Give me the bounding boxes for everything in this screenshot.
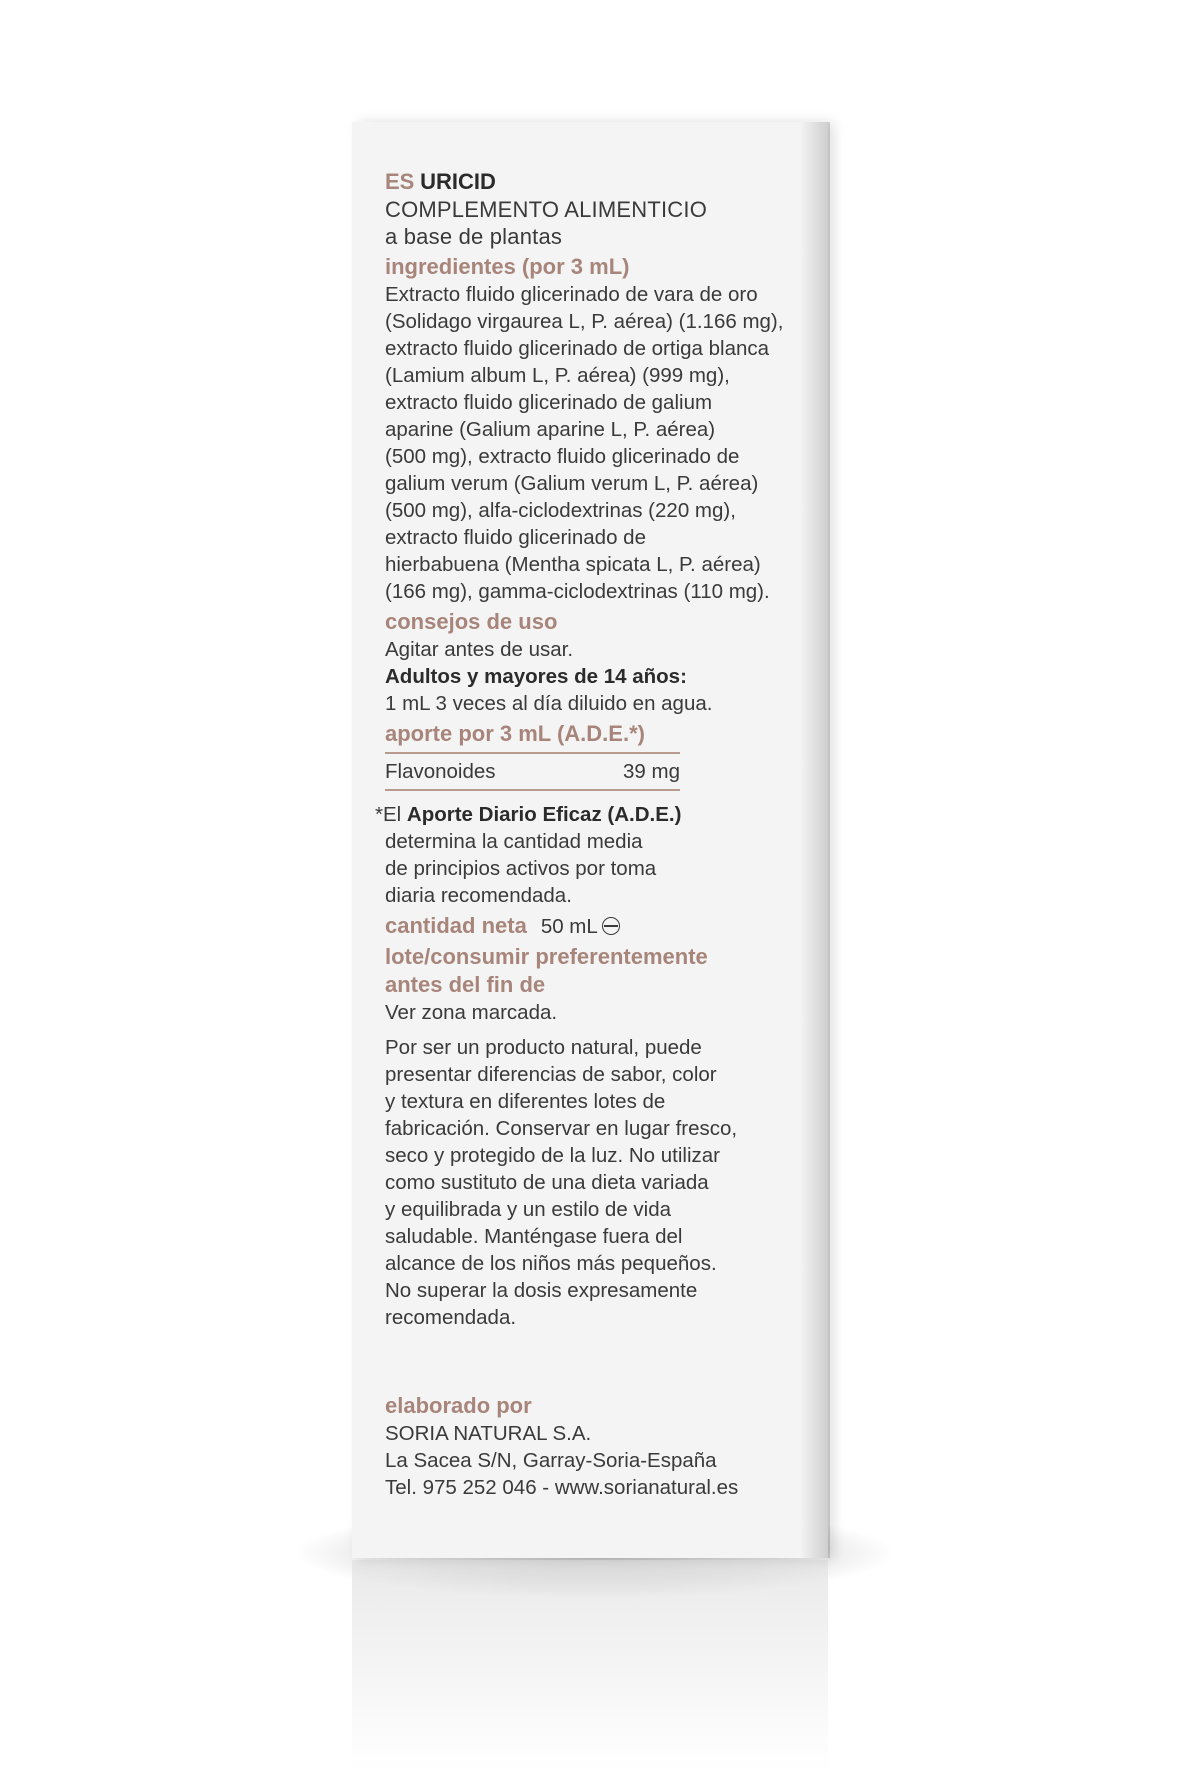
ingredients-line: (Solidago virgaurea L, P. aérea) (1.166 mg),	[385, 310, 784, 333]
lot-heading-continued: antes del fin de	[385, 972, 546, 997]
maker-address: La Sacea S/N, Garray-Soria-España	[385, 1449, 717, 1472]
box-reflection	[352, 1560, 828, 1772]
warning-text	[385, 1034, 805, 1331]
lot-text: Ver zona marcada.	[385, 1001, 558, 1024]
usage-dosage: 1 mL 3 veces al día diluido en agua.	[385, 692, 713, 715]
warning-line: saludable. Manténgase fuera del	[385, 1225, 683, 1248]
ingredients-line: (500 mg), extracto fluido glicerinado de	[385, 445, 740, 468]
ingredients-line: extracto fluido glicerinado de ortiga blanca	[385, 337, 770, 360]
product-name: URICID	[420, 169, 496, 194]
warning-line: seco y protegido de la luz. No utilizar	[385, 1144, 721, 1167]
maker-heading: elaborado por	[385, 1393, 532, 1418]
ingredients-line: extracto fluido glicerinado de galium	[385, 391, 713, 414]
label-content	[375, 168, 805, 1501]
ingredients-line: hierbabuena (Mentha spicata L, P. aérea)	[385, 553, 761, 576]
contribution-amount: 39 mg	[623, 760, 680, 783]
ade-footnote-line: determina la cantidad media	[385, 830, 643, 853]
net-quantity	[385, 912, 805, 940]
net-quantity-heading: cantidad neta	[385, 913, 527, 938]
contribution-heading: aporte por 3 mL (A.D.E.*)	[385, 721, 645, 746]
ade-footnote-term: Aporte Diario Eficaz (A.D.E.)	[406, 803, 682, 826]
product-category: COMPLEMENTO ALIMENTICIO	[385, 197, 708, 222]
lot-heading: lote/consumir preferentemente	[385, 944, 708, 969]
ingredients-line: Extracto fluido glicerinado de vara de oro	[385, 283, 758, 306]
product-title	[385, 168, 805, 196]
usage-line: Agitar antes de usar.	[385, 638, 574, 661]
ingredients-line: (166 mg), gamma-ciclodextrinas (110 mg).	[385, 580, 770, 603]
usage-heading: consejos de uso	[385, 609, 558, 634]
contribution-table-row	[385, 752, 680, 791]
ingredients-line: (Lamium album L, P. aérea) (999 mg),	[385, 364, 730, 387]
warning-line: presentar diferencias de sabor, color	[385, 1063, 717, 1086]
warning-line: y equilibrada y un estilo de vida	[385, 1198, 672, 1221]
ingredients-heading: ingredientes (por 3 mL)	[385, 254, 630, 279]
ade-footnote-line: diaria recomendada.	[385, 884, 572, 907]
warning-line: No superar la dosis expresamente	[385, 1279, 698, 1302]
ingredients-line: aparine (Galium aparine L, P. aérea)	[385, 418, 716, 441]
maker-company: SORIA NATURAL S.A.	[385, 1422, 592, 1445]
ingredients-line: galium verum (Galium verum L, P. aérea)	[385, 472, 759, 495]
net-quantity-value-wrap	[541, 913, 620, 940]
ingredients-line: (500 mg), alfa-ciclodextrinas (220 mg),	[385, 499, 736, 522]
warning-line: como sustituto de una dieta variada	[385, 1171, 709, 1194]
ingredients-line: extracto fluido glicerinado de	[385, 526, 646, 549]
warning-line: y textura en diferentes lotes de	[385, 1090, 666, 1113]
warning-line: Por ser un producto natural, puede	[385, 1036, 702, 1059]
usage-audience: Adultos y mayores de 14 años:	[385, 665, 687, 688]
maker-contact: Tel. 975 252 046 - www.sorianatural.es	[385, 1476, 739, 1499]
warning-line: alcance de los niños más pequeños.	[385, 1252, 717, 1275]
ade-footnote	[375, 801, 805, 909]
ingredients-text	[385, 281, 805, 605]
warning-line: fabricación. Conservar en lugar fresco,	[385, 1117, 738, 1140]
estimated-sign-icon	[602, 917, 620, 935]
ade-footnote-prefix: *El	[375, 803, 407, 826]
warning-line: recomendada.	[385, 1306, 517, 1329]
contribution-item: Flavonoides	[385, 760, 496, 783]
ade-footnote-line: de principios activos por toma	[385, 857, 657, 880]
language-code: ES	[385, 169, 415, 194]
net-quantity-value: 50 mL	[540, 915, 598, 938]
ade-footnote-first-line	[375, 801, 805, 828]
product-subtitle: a base de plantas	[385, 224, 563, 249]
